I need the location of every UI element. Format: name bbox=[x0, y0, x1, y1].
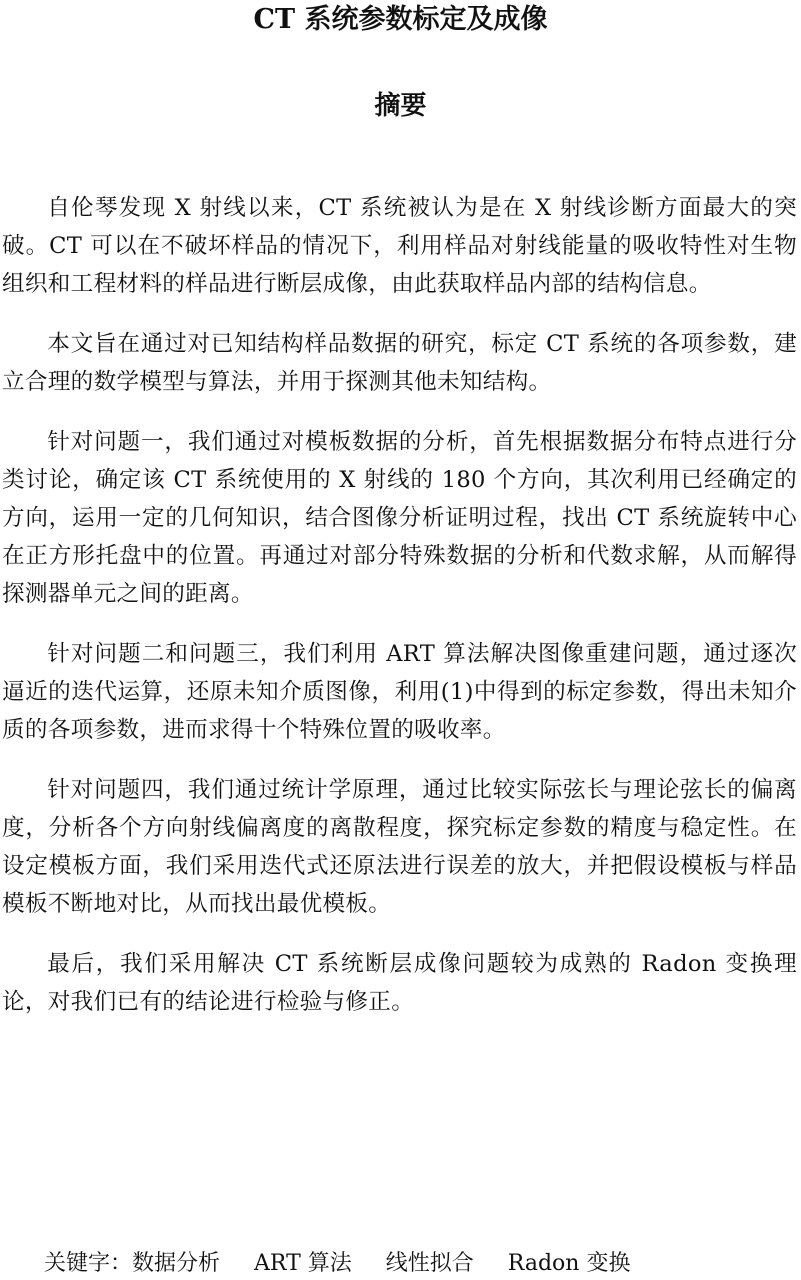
keyword: 线性拟合 bbox=[385, 1251, 474, 1276]
abstract-body bbox=[2, 189, 797, 1043]
keyword: ART 算法 bbox=[254, 1251, 352, 1276]
abstract-paragraph: 针对问题四，我们通过统计学原理，通过比较实际弦长与理论弦长的偏离度，分析各个方向射线偏离度的离散程度，探究标定参数的精度与稳定性。在设定模板方面，我们采用迭代式还原法进行误差的放大，并把假设模板与样品模板不断地对比，从而找出最优模板。 bbox=[2, 777, 797, 917]
abstract-paragraph: 本文旨在通过对已知结构样品数据的研究，标定 CT 系统的各项参数，建立合理的数学模型与算法，并用于探测其他未知结构。 bbox=[2, 331, 797, 395]
abstract-paragraph: 针对问题一，我们通过对模板数据的分析，首先根据数据分布特点进行分类讨论，确定该 CT 系统使用的 X 射线的 180 个方向，其次利用已经确定的方向，运用一定的几何知识，结合图像分析证明过程，找出 CT 系统旋转中心在正方形托盘中的位置。再通过对部分特殊数据的分析和代数求解，从而解得探测器单元之间的距离。 bbox=[2, 429, 797, 607]
abstract-heading: 摘要 bbox=[374, 91, 427, 121]
abstract-paragraph: 针对问题二和问题三，我们利用 ART 算法解决图像重建问题，通过逐次逼近的迭代运算，还原未知介质图像，利用(1)中得到的标定参数，得出未知介质的各项参数，进而求得十个特殊位置的吸收率。 bbox=[2, 641, 797, 743]
keyword: 数据分析 bbox=[132, 1251, 221, 1276]
keywords-line bbox=[44, 1249, 664, 1279]
abstract-paragraph: 最后，我们采用解决 CT 系统断层成像问题较为成熟的 Radon 变换理论，对我们已有的结论进行检验与修正。 bbox=[2, 951, 797, 1015]
abstract-paragraph: 自伦琴发现 X 射线以来，CT 系统被认为是在 X 射线诊断方面最大的突破。CT 可以在不破坏样品的情况下，利用样品对射线能量的吸收特性对生物组织和工程材料的样品进行断层成像，由此获取样品内部的结构信息。 bbox=[2, 195, 797, 297]
keyword: Radon 变换 bbox=[507, 1251, 631, 1276]
paper-title: CT 系统参数标定及成像 bbox=[253, 4, 548, 35]
keywords-label: 关键字： bbox=[44, 1251, 133, 1276]
